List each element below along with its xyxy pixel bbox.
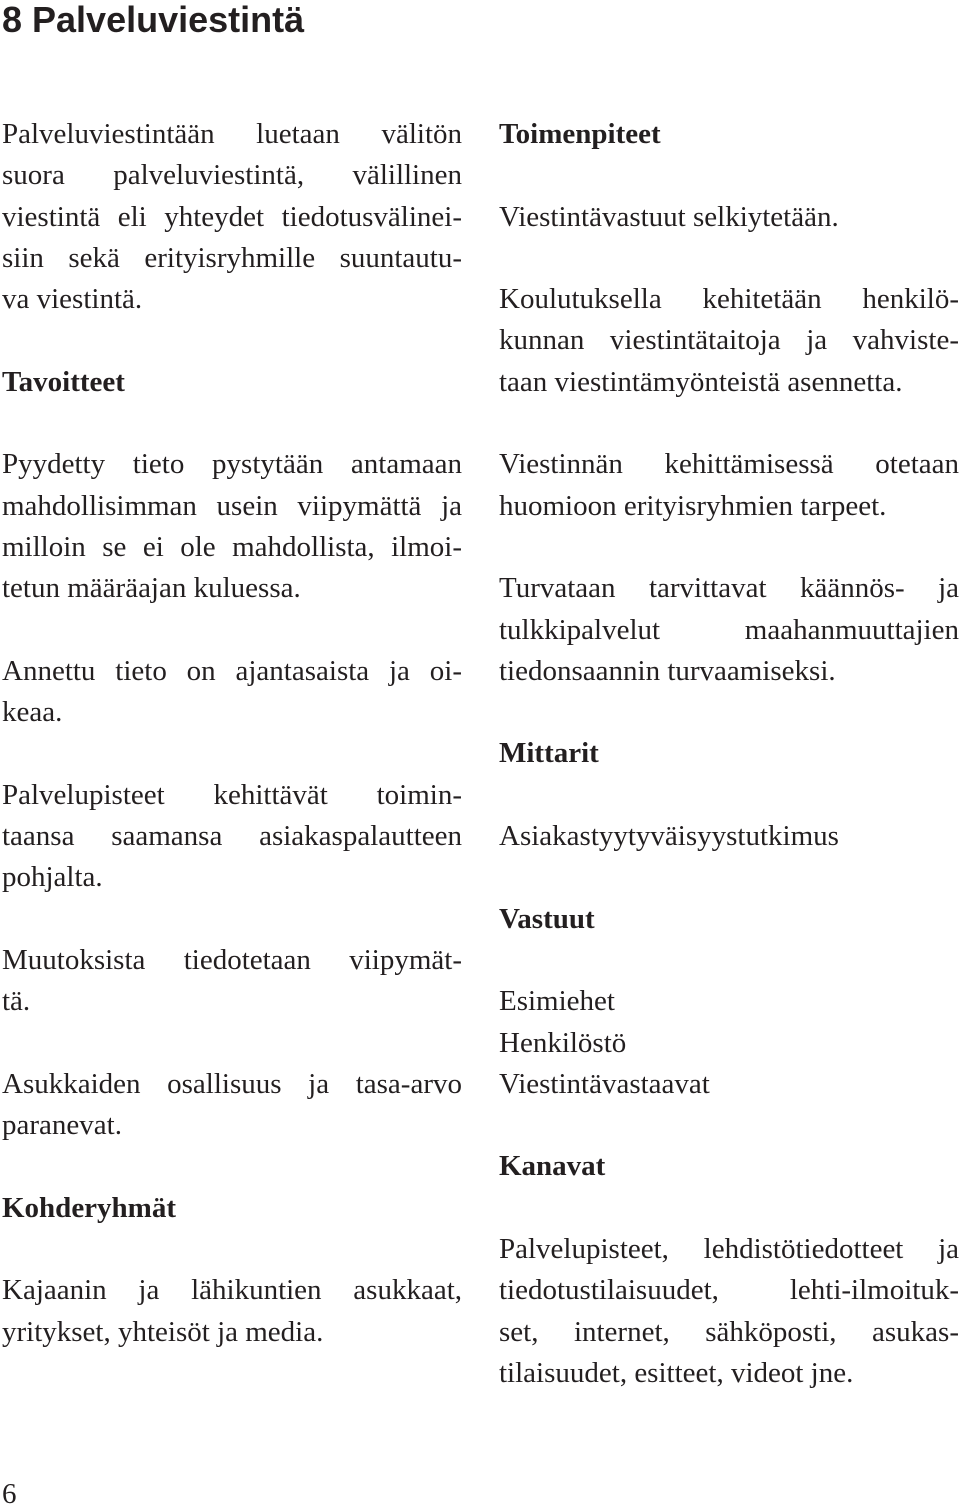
text-line: paranevat. — [2, 1109, 122, 1142]
text-line: tä. — [2, 985, 31, 1018]
text-line: Turvataan tarvittavat käännös- ja — [499, 572, 959, 605]
text-line: Palveluviestintään luetaan välitön — [2, 118, 462, 150]
target-groups-heading: Kohderyhmät — [2, 1191, 176, 1224]
right-column — [499, 114, 959, 1436]
text-line: Palvelupisteet, lehdistötiedotteet ja — [499, 1233, 959, 1266]
intro-paragraph — [2, 114, 462, 320]
text-line: mahdollisimman usein viipymättä ja — [2, 489, 462, 522]
text-line: huomioon erityisryhmien tarpeet. — [499, 489, 887, 522]
text-line: tilaisuudet, esitteet, videot jne. — [499, 1356, 854, 1389]
text-line: Annettu tieto on ajantasaista ja oi- — [2, 654, 462, 687]
text-line: Viestinnän kehittämisessä otetaan — [499, 448, 959, 481]
list-item: Henkilöstö — [499, 1026, 627, 1059]
goal-paragraph — [2, 775, 462, 899]
list-item: Esimiehet — [499, 985, 615, 1018]
text-line: taansa saamansa asiakaspalautteen — [2, 820, 462, 853]
text-line: va viestintä. — [2, 283, 143, 316]
text-line: yritykset, yhteisöt ja media. — [2, 1315, 324, 1348]
text-line: Pyydetty tieto pystytään antamaan — [2, 448, 462, 481]
goal-paragraph — [2, 651, 462, 734]
action-paragraph — [499, 568, 959, 692]
text-line: pohjalta. — [2, 861, 103, 894]
action-paragraph — [499, 444, 959, 527]
text-line: Muutoksista tiedotetaan viipymät- — [2, 943, 462, 976]
action-paragraph — [499, 279, 959, 403]
target-groups-paragraph — [2, 1270, 462, 1353]
text-line: kunnan viestintätaitoja ja vahviste- — [499, 324, 959, 357]
channels-heading: Kanavat — [499, 1150, 606, 1183]
action-paragraph — [499, 197, 959, 238]
responsibility-list — [499, 981, 959, 1105]
left-column — [2, 114, 462, 1394]
text-line: viestintä eli yhteydet tiedotusvälinei- — [2, 200, 462, 233]
text-line: tiedonsaannin turvaamiseksi. — [499, 654, 836, 687]
responsibility-heading: Vastuut — [499, 902, 595, 935]
goals-heading: Tavoitteet — [2, 365, 125, 398]
goal-paragraph — [2, 940, 462, 1023]
page-title: 8 Palveluviestintä — [2, 0, 305, 40]
text-line: Viestintävastuut selkiytetään. — [499, 200, 839, 233]
text-line: tiedotustilaisuudet, lehti-ilmoituk- — [499, 1274, 959, 1307]
text-line: keaa. — [2, 696, 63, 729]
text-line: taan viestintämyönteistä asennetta. — [499, 365, 903, 398]
text-line: siin sekä erityisryhmille suuntautu- — [2, 241, 462, 274]
goal-paragraph — [2, 1064, 462, 1147]
metrics-paragraph — [499, 816, 959, 857]
text-line: tulkkipalvelut maahanmuuttajien — [499, 613, 959, 646]
list-item: Viestintävastaavat — [499, 1067, 710, 1100]
actions-heading: Toimenpiteet — [499, 118, 661, 150]
text-line: suora palveluviestintä, välillinen — [2, 159, 462, 192]
text-line: tetun määräajan kuluessa. — [2, 572, 301, 605]
text-line: Asukkaiden osallisuus ja tasa-arvo — [2, 1067, 462, 1100]
page-number: 6 — [2, 1478, 17, 1510]
text-line: Koulutuksella kehitetään henkilö- — [499, 283, 959, 316]
channels-paragraph — [499, 1229, 959, 1394]
text-line: Palvelupisteet kehittävät toimin- — [2, 778, 462, 811]
text-line: Asiakastyytyväisyystutkimus — [499, 820, 839, 853]
text-line: milloin se ei ole mahdollista, ilmoi- — [2, 530, 462, 563]
text-line: Kajaanin ja lähikuntien asukkaat, — [2, 1274, 462, 1307]
goal-paragraph — [2, 444, 462, 609]
metrics-heading: Mittarit — [499, 737, 599, 770]
text-line: set, internet, sähköposti, asukas- — [499, 1315, 959, 1348]
